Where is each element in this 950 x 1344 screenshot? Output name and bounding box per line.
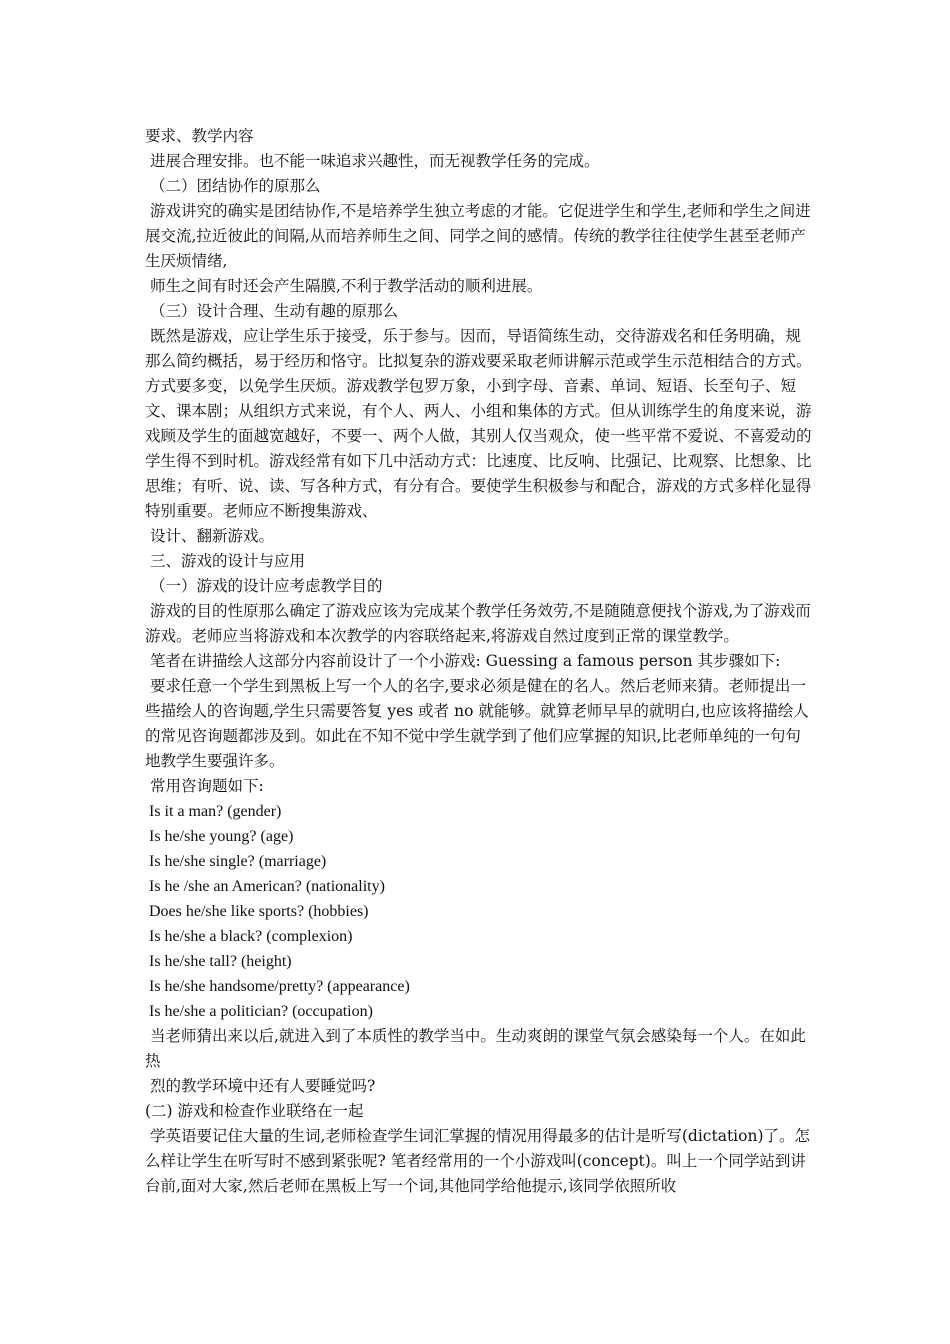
paragraph: 进展合理安排。也不能一味追求兴趣性，而无视教学任务的完成。 bbox=[145, 152, 600, 170]
paragraph: 游戏的目的性原那么确定了游戏应该为完成某个教学任务效劳,不是随随意便找个游戏,为了游戏而游戏。老师应当将游戏和本次教学的内容联络起来,将游戏自然过度到正常的课堂教学。 bbox=[145, 602, 811, 645]
document-page bbox=[145, 124, 822, 1199]
paragraph: 既然是游戏，应让学生乐于接受，乐于参与。因而，导语简练生动，交待游戏名和任务明确，规那么简约概括，易于经历和恪守。比拟复杂的游戏要采取老师讲解示范或学生示范相结合的方式。 方式要多变，以免学生厌烦。游戏教学包罗万象，小到字母、音素、单词、短语、长至句子、短文、课本剧；从组织方式来说，有个人、两人、小组和集体的方式。但从训练学生的角度来说，游戏顾及学生的面越宽越好，不要一、两个人做，其别人仅当观众，使一些平常不爱说、不喜爱动的学生得不到时机。游戏经常有如下几中活动方式：比速度、比反响、比强记、比观察、比想象、比思维；有听、说、读、写各种方式，有分有合。要使学生积极参与和配合，游戏的方式多样化显得特别重要。老师应不断搜集游戏、 bbox=[145, 327, 822, 520]
question-item: Is he/she tall? (height) bbox=[145, 953, 292, 970]
question-item: Is he/she young? (age) bbox=[145, 828, 294, 845]
question-item: Is he/she handsome/pretty? (appearance) bbox=[145, 978, 410, 995]
paragraph: 要求、教学内容 bbox=[145, 127, 254, 145]
paragraph: 游戏讲究的确实是团结协作,不是培养学生独立考虑的才能。它促进学生和学生,老师和学生之间进展交流,拉近彼此的间隔,从而培养师生之间、同学之间的感情。传统的教学往往使学生甚至老师产生厌烦情绪, bbox=[145, 202, 811, 270]
question-item: Is he/she single? (marriage) bbox=[145, 853, 327, 870]
section-heading: 三、游戏的设计与应用 bbox=[145, 552, 305, 570]
section-heading: (二) 游戏和检查作业联络在一起 bbox=[145, 1102, 364, 1120]
section-heading: （三）设计合理、生动有趣的原那么 bbox=[145, 302, 398, 320]
paragraph: 烈的教学环境中还有人要睡觉吗? bbox=[145, 1077, 376, 1095]
paragraph: 当老师猜出来以后,就进入到了本质性的教学当中。生动爽朗的课堂气氛会感染每一个人。在如此热 bbox=[145, 1027, 806, 1070]
paragraph: 设计、翻新游戏。 bbox=[145, 527, 274, 545]
question-item: Does he/she like sports? (hobbies) bbox=[145, 903, 369, 920]
question-item: Is it a man? (gender) bbox=[145, 803, 282, 820]
question-item: Is he/she a black? (complexion) bbox=[145, 928, 353, 945]
question-item: Is he /she an American? (nationality) bbox=[145, 878, 385, 895]
paragraph: 师生之间有时还会产生隔膜,不利于教学活动的顺利进展。 bbox=[145, 277, 543, 295]
question-item: Is he/she a politician? (occupation) bbox=[145, 1003, 373, 1020]
paragraph: 要求任意一个学生到黑板上写一个人的名字,要求必须是健在的名人。然后老师来猜。老师提出一些描绘人的咨询题,学生只需要答复 yes 或者 no 就能够。就算老师早早的就明白,也应该将描绘人的常见咨询题都涉及到。如此在不知不觉中学生就学到了他们应掌握的知识,比老师单纯的一句句地教学生要强许多。 bbox=[145, 677, 809, 770]
section-heading: （一）游戏的设计应考虑教学目的 bbox=[145, 577, 383, 595]
section-heading: （二）团结协作的原那么 bbox=[145, 177, 321, 195]
paragraph: 学英语要记住大量的生词,老师检查学生词汇掌握的情况用得最多的估计是听写(dictation)了。怎么样让学生在听写时不感到紧张呢? 笔者经常用的一个小游戏叫(concept)。叫上一个同学站到讲台前,面对大家,然后老师在黑板上写一个词,其他同学给他提示,该同学依照所收 bbox=[145, 1127, 810, 1195]
paragraph: 常用咨询题如下: bbox=[145, 777, 264, 795]
paragraph: 笔者在讲描绘人这部分内容前设计了一个小游戏: Guessing a famous person 其步骤如下: bbox=[145, 652, 781, 670]
